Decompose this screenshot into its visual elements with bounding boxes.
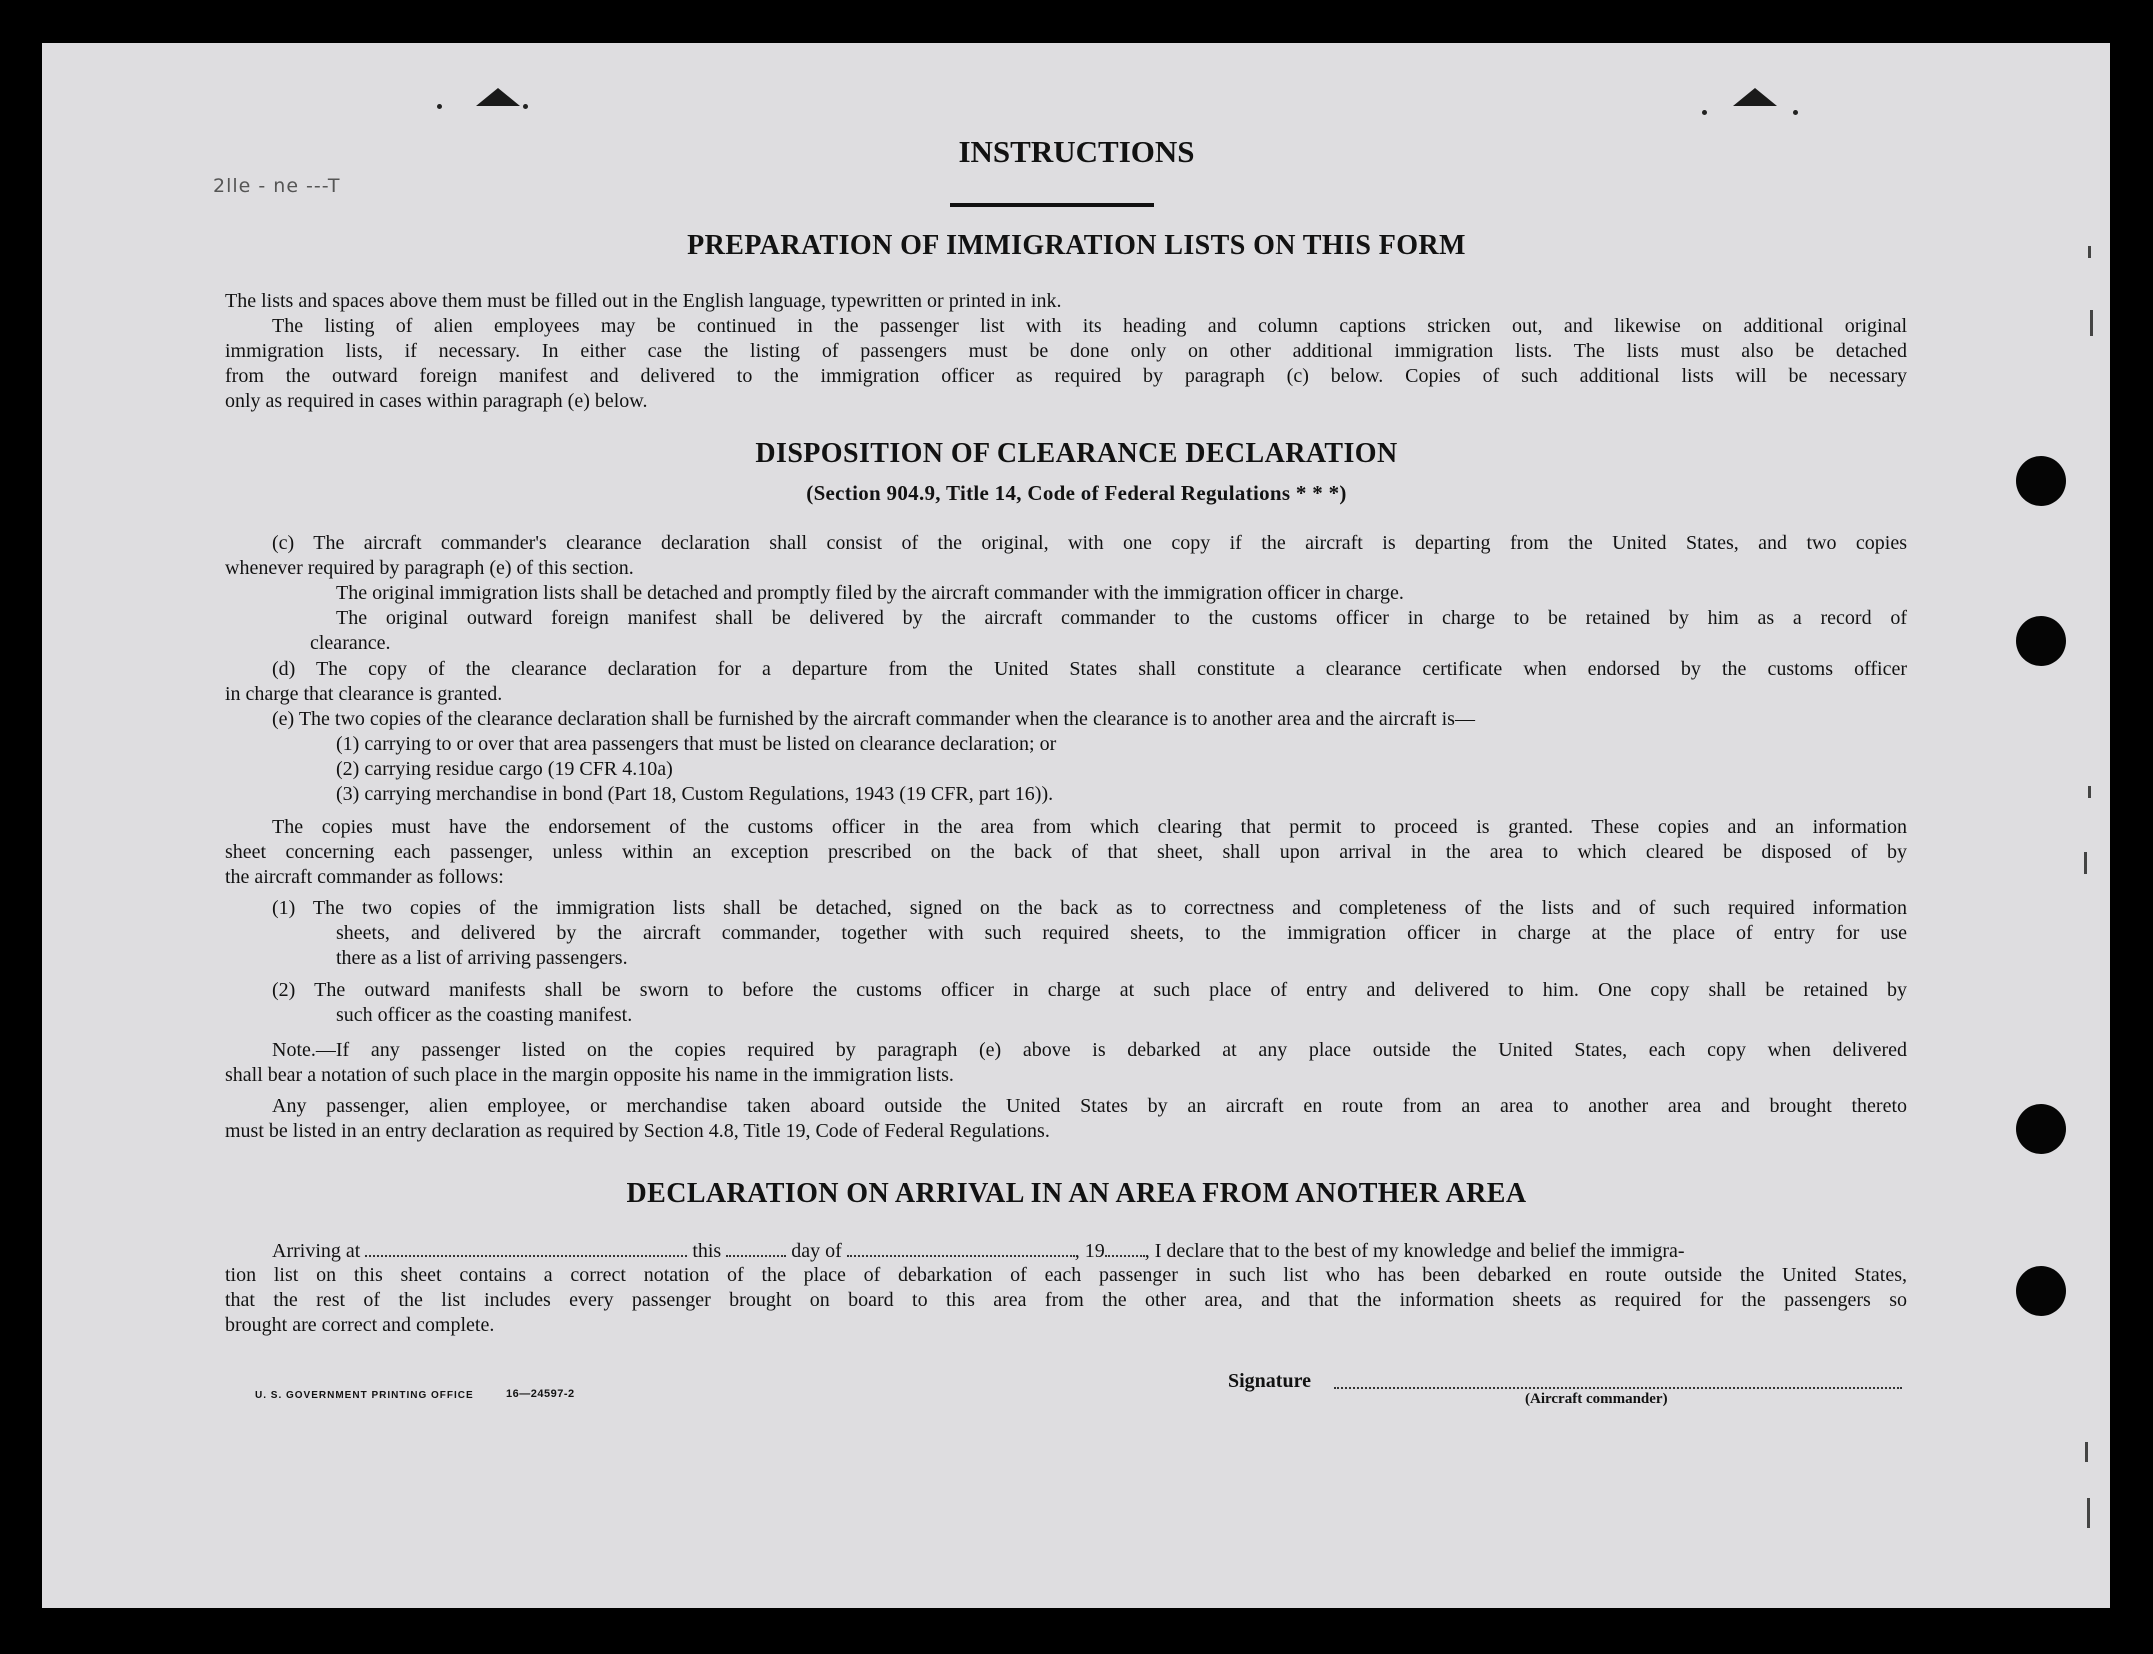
year-field[interactable] — [1105, 1237, 1145, 1257]
paragraph-line: from the outward foreign manifest and delivered to the immigration officer as required by paragraph (c) below. Copies of such additional lists will be necessary — [225, 365, 1907, 387]
signature-role: (Aircraft commander) — [1525, 1391, 1668, 1407]
punch-hole — [2016, 616, 2066, 666]
paragraph-line: only as required in cases within paragraph (e) below. — [225, 390, 648, 412]
paragraph-line: tion list on this sheet contains a correct notation of the place of debarkation of each passenger in such list who has been debarked en route outside the United States, — [225, 1264, 1907, 1286]
printer-imprint: U. S. GOVERNMENT PRINTING OFFICE — [255, 1390, 474, 1401]
punch-hole — [2016, 1104, 2066, 1154]
paragraph-line: The lists and spaces above them must be filled out in the English language, typewritten or printed in ink. — [225, 290, 1062, 312]
month-field[interactable] — [847, 1237, 1075, 1257]
margin-mark — [2090, 310, 2093, 336]
margin-mark — [2085, 1442, 2088, 1462]
section-heading-preparation: PREPARATION OF IMMIGRATION LISTS ON THIS FORM — [687, 230, 1466, 261]
paragraph-line: such officer as the coasting manifest. — [336, 1004, 633, 1026]
declare-text: , I declare that to the best of my knowledge and belief the immigra- — [1144, 1240, 1685, 1262]
paragraph-line: sheets, and delivered by the aircraft commander, together with such required sheets, to the immigration officer in charge at the place of entry for use — [336, 922, 1907, 944]
year-prefix: , 19 — [1074, 1240, 1105, 1262]
declaration-fill-line — [272, 1237, 1907, 1263]
paragraph-line: that the rest of the list includes every passenger brought on board to this area from the other area, and that the information sheets as required for the passengers so — [225, 1289, 1907, 1311]
arriving-place-field[interactable] — [365, 1237, 687, 1257]
signature-label: Signature — [1228, 1370, 1311, 1392]
signature-field[interactable] — [1334, 1387, 1902, 1389]
list-item: (1) carrying to or over that area passengers that must be listed on clearance declaration; or — [336, 733, 1057, 755]
registration-dot — [437, 104, 442, 109]
registration-dot — [1793, 110, 1798, 115]
note-line: shall bear a notation of such place in the margin opposite his name in the immigration lists. — [225, 1064, 954, 1086]
margin-mark — [2087, 1498, 2090, 1528]
section-heading-disposition: DISPOSITION OF CLEARANCE DECLARATION — [755, 438, 1398, 469]
form-number: 16—24597-2 — [506, 1388, 575, 1400]
note-line: Note.—If any passenger listed on the copies required by paragraph (e) above is debarked at any place outside the United States, each copy when delivered — [272, 1039, 1907, 1061]
this-label: this — [692, 1240, 722, 1262]
paragraph-line: immigration lists, if necessary. In either case the listing of passengers must be done only on other additional immigration lists. The lists must also be detached — [225, 340, 1907, 362]
registration-dot — [1702, 110, 1707, 115]
paragraph-line: sheet concerning each passenger, unless within an exception prescribed on the back of that sheet, shall upon arrival in the area to which cleared be disposed of by — [225, 841, 1907, 863]
paragraph-line: whenever required by paragraph (e) of this section. — [225, 557, 634, 579]
paragraph-line: The original immigration lists shall be detached and promptly filed by the aircraft commander with the immigration officer in charge. — [336, 582, 1404, 604]
handwritten-mark: 2lle - ne ---T — [213, 175, 341, 197]
list-item: (2) carrying residue cargo (19 CFR 4.10a) — [336, 758, 673, 780]
paragraph-line: (e) The two copies of the clearance declaration shall be furnished by the aircraft commander when the clearance is to another area and the aircraft is— — [272, 708, 1475, 730]
section-heading-declaration: DECLARATION ON ARRIVAL IN AN AREA FROM ANOTHER AREA — [626, 1178, 1527, 1209]
paragraph-line: there as a list of arriving passengers. — [336, 947, 628, 969]
day-of-label: day of — [791, 1240, 842, 1262]
paragraph-line: in charge that clearance is granted. — [225, 683, 503, 705]
paragraph-line: the aircraft commander as follows: — [225, 866, 504, 888]
list-item: (2) The outward manifests shall be sworn to before the customs officer in charge at such place of entry and delivered to him. One copy shall be retained by — [272, 979, 1907, 1001]
day-field[interactable] — [726, 1237, 786, 1257]
paragraph-line: Any passenger, alien employee, or merchandise taken aboard outside the United States by an aircraft en route from an area to another area and brought thereto — [272, 1095, 1907, 1117]
margin-mark — [2088, 786, 2091, 798]
registration-mark-left — [476, 88, 520, 106]
paragraph-line: (d) The copy of the clearance declaration for a departure from the United States shall constitute a clearance certificate when endorsed by the customs officer — [272, 658, 1907, 680]
page-title: INSTRUCTIONS — [958, 134, 1195, 169]
section-citation: (Section 904.9, Title 14, Code of Federal Regulations * * *) — [806, 481, 1347, 505]
arriving-label: Arriving at — [272, 1240, 361, 1262]
paragraph-line: clearance. — [310, 632, 391, 654]
title-underline — [950, 203, 1154, 207]
paragraph-line: The listing of alien employees may be continued in the passenger list with its heading and column captions stricken out, and likewise on additional original — [272, 315, 1907, 337]
list-item: (3) carrying merchandise in bond (Part 18, Custom Regulations, 1943 (19 CFR, part 16)). — [336, 783, 1054, 805]
punch-hole — [2016, 1266, 2066, 1316]
paragraph-line: (c) The aircraft commander's clearance declaration shall consist of the original, with one copy if the aircraft is departing from the United States, and two copies — [272, 532, 1907, 554]
paragraph-line: The original outward foreign manifest shall be delivered by the aircraft commander to the customs officer in charge to be retained by him as a record of — [336, 607, 1907, 629]
paragraph-line: must be listed in an entry declaration as required by Section 4.8, Title 19, Code of Federal Regulations. — [225, 1120, 1050, 1142]
registration-dot — [523, 104, 528, 109]
margin-mark — [2084, 852, 2087, 874]
list-item: (1) The two copies of the immigration lists shall be detached, signed on the back as to correctness and completeness of the lists and of such required information — [272, 897, 1907, 919]
paragraph-line: The copies must have the endorsement of the customs officer in the area from which clearing that permit to proceed is granted. These copies and an information — [272, 816, 1907, 838]
registration-mark-right — [1733, 88, 1777, 106]
paragraph-line: brought are correct and complete. — [225, 1314, 495, 1336]
